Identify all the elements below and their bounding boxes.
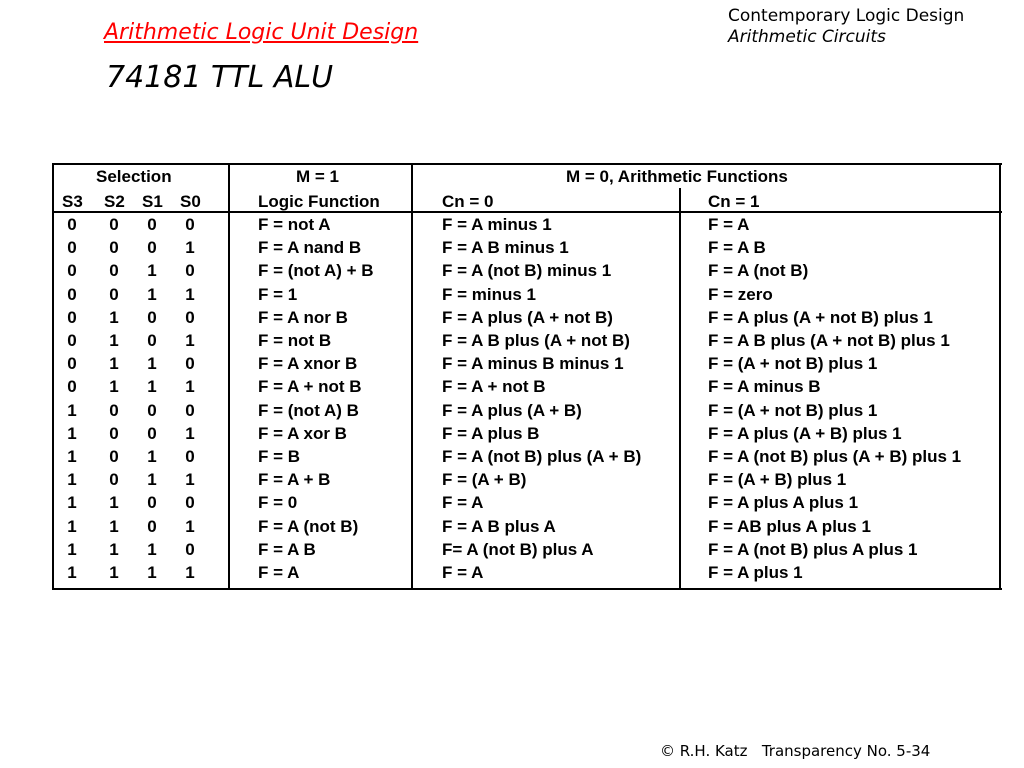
table-cell-s2: 0 bbox=[109, 447, 119, 466]
table-cell-s0: 0 bbox=[185, 539, 195, 559]
table-cell-s0: 1 bbox=[185, 377, 195, 397]
table-cell-s3: 0 bbox=[67, 238, 77, 258]
column-header-cn0: Cn = 0 bbox=[442, 192, 494, 211]
table-cell-s2: 0 bbox=[109, 284, 119, 304]
table-cell-cn1: F = A plus A plus 1 bbox=[708, 493, 859, 513]
table-cell-cn0: F = A plus (A + not B) bbox=[442, 307, 613, 327]
header-m0: M = 0, Arithmetic Functions bbox=[566, 167, 788, 186]
table-cell-logic: F = (not A) + B bbox=[258, 261, 374, 281]
table-cell-s0: 1 bbox=[185, 563, 195, 582]
table-cell-s0: 0 bbox=[185, 447, 195, 466]
table-cell-s2: 1 bbox=[109, 377, 119, 397]
divider-selection bbox=[228, 163, 230, 588]
table-cell-logic: F = 0 bbox=[258, 493, 298, 513]
course-header bbox=[728, 6, 964, 48]
table-cell-s2: 0 bbox=[109, 215, 119, 234]
table-cell-cn0: F = (A + B) bbox=[442, 470, 527, 490]
table-cell-s3: 0 bbox=[67, 331, 77, 350]
header-m1: M = 1 bbox=[296, 167, 339, 186]
table-cell-s1: 1 bbox=[147, 470, 157, 490]
table-right-border bbox=[999, 163, 1001, 588]
table-cell-cn0: F = A (not B) plus (A + B) bbox=[442, 447, 642, 466]
table-cell-s2: 1 bbox=[109, 354, 119, 374]
column-header-s3: S3 bbox=[62, 192, 83, 211]
table-cell-cn1: F = A (not B) plus (A + B) plus 1 bbox=[708, 447, 962, 466]
table-cell-s3: 0 bbox=[67, 261, 77, 281]
table-cell-cn0: F = minus 1 bbox=[442, 284, 536, 304]
section-title: Arithmetic Circuits bbox=[728, 27, 886, 47]
table-cell-cn0: F = A B plus A bbox=[442, 516, 556, 536]
copyright: © R.H. Katz bbox=[660, 742, 748, 760]
table-cell-s3: 0 bbox=[67, 307, 77, 327]
table-cell-cn0: F = A minus B minus 1 bbox=[442, 354, 624, 374]
table-cell-s1: 1 bbox=[147, 377, 157, 397]
table-cell-logic: F = A nand B bbox=[258, 238, 362, 258]
table-cell-s3: 1 bbox=[67, 447, 77, 466]
table-cell-s1: 1 bbox=[147, 447, 157, 466]
table-cell-s1: 0 bbox=[147, 331, 157, 350]
table-cell-logic: F = (not A) B bbox=[258, 400, 359, 420]
table-cell-s1: 0 bbox=[147, 238, 157, 258]
table-cell-s3: 1 bbox=[67, 516, 77, 536]
table-cell-s0: 0 bbox=[185, 261, 195, 281]
table-cell-s0: 0 bbox=[185, 400, 195, 420]
column-header-logic: Logic Function bbox=[258, 192, 380, 211]
transparency-number: Transparency No. 5-34 bbox=[761, 742, 931, 760]
table-cell-s1: 0 bbox=[147, 516, 157, 536]
table-cell-cn1: F = AB plus A plus 1 bbox=[708, 516, 871, 536]
table-cell-s3: 0 bbox=[67, 377, 77, 397]
table-cell-s2: 0 bbox=[109, 423, 119, 443]
table-cell-s2: 1 bbox=[109, 516, 119, 536]
table-cell-s2: 0 bbox=[109, 261, 119, 281]
table-cell-s0: 0 bbox=[185, 493, 195, 513]
table-cell-cn1: F = zero bbox=[708, 284, 773, 304]
table-cell-s3: 1 bbox=[67, 539, 77, 559]
table-cell-s1: 1 bbox=[147, 284, 157, 304]
table-cell-s1: 0 bbox=[147, 215, 157, 234]
table-cell-s1: 0 bbox=[147, 400, 157, 420]
table-cell-cn0: F = A B minus 1 bbox=[442, 238, 569, 258]
table-cell-s3: 1 bbox=[67, 563, 77, 582]
table-cell-cn0: F = A plus B bbox=[442, 423, 540, 443]
table-cell-s1: 1 bbox=[147, 354, 157, 374]
table-cell-s1: 1 bbox=[147, 539, 157, 559]
table-cell-s0: 0 bbox=[185, 215, 195, 234]
table-cell-s2: 1 bbox=[109, 539, 119, 559]
table-cell-s0: 1 bbox=[185, 516, 195, 536]
slide-heading: 74181 TTL ALU bbox=[106, 60, 334, 95]
table-cell-s3: 1 bbox=[67, 493, 77, 513]
table-cell-s2: 1 bbox=[109, 493, 119, 513]
column-header-s2: S2 bbox=[104, 192, 125, 211]
table-cell-logic: F = A B bbox=[258, 539, 316, 559]
table-cell-cn1: F = A plus (A + not B) plus 1 bbox=[708, 307, 933, 327]
table-cell-s3: 1 bbox=[67, 470, 77, 490]
table-cell-logic: F = A (not B) bbox=[258, 516, 359, 536]
table-cell-s0: 1 bbox=[185, 331, 195, 350]
table-cell-s0: 1 bbox=[185, 284, 195, 304]
table-cell-s1: 0 bbox=[147, 493, 157, 513]
table-cell-cn1: F = A bbox=[708, 215, 750, 234]
table-cell-s2: 0 bbox=[109, 400, 119, 420]
table-cell-cn0: F = A B plus (A + not B) bbox=[442, 331, 630, 350]
divider-carry bbox=[679, 188, 681, 588]
table-cell-cn1: F = A (not B) plus A plus 1 bbox=[708, 539, 918, 559]
table-cell-cn0: F = A minus 1 bbox=[442, 215, 552, 234]
table-cell-s1: 1 bbox=[147, 563, 157, 582]
table-cell-cn1: F = A B bbox=[708, 238, 766, 258]
table-cell-s1: 1 bbox=[147, 261, 157, 281]
table-cell-s0: 1 bbox=[185, 238, 195, 258]
table-cell-logic: F = A + B bbox=[258, 470, 331, 490]
header-selection: Selection bbox=[96, 167, 172, 186]
table-cell-logic: F = A xnor B bbox=[258, 354, 358, 374]
table-cell-cn0: F = A plus (A + B) bbox=[442, 400, 582, 420]
column-header-s0: S0 bbox=[180, 192, 201, 211]
table-cell-cn1: F = A (not B) bbox=[708, 261, 809, 281]
slide-footer bbox=[660, 742, 930, 760]
table-cell-logic: F = A + not B bbox=[258, 377, 362, 397]
divider-logic bbox=[411, 163, 413, 588]
table-cell-s1: 0 bbox=[147, 307, 157, 327]
column-header-cn1: Cn = 1 bbox=[708, 192, 760, 211]
table-cell-s2: 1 bbox=[109, 331, 119, 350]
table-cell-logic: F = not A bbox=[258, 215, 331, 234]
table-cell-logic: F = 1 bbox=[258, 284, 298, 304]
table-cell-s2: 0 bbox=[109, 470, 119, 490]
table-cell-cn1: F = (A + not B) plus 1 bbox=[708, 400, 878, 420]
table-cell-logic: F = A bbox=[258, 563, 300, 582]
table-cell-s3: 1 bbox=[67, 400, 77, 420]
table-cell-logic: F = B bbox=[258, 447, 301, 466]
slide-title: Arithmetic Logic Unit Design bbox=[104, 20, 419, 45]
table-cell-cn0: F = A bbox=[442, 493, 484, 513]
table-cell-cn0: F = A (not B) minus 1 bbox=[442, 261, 612, 281]
table-cell-s2: 1 bbox=[109, 307, 119, 327]
table-cell-s1: 0 bbox=[147, 423, 157, 443]
table-cell-s3: 0 bbox=[67, 284, 77, 304]
table-cell-cn1: F = (A + not B) plus 1 bbox=[708, 354, 878, 374]
table-cell-s0: 0 bbox=[185, 307, 195, 327]
table-cell-logic: F = A xor B bbox=[258, 423, 347, 443]
table-cell-s0: 1 bbox=[185, 423, 195, 443]
table-cell-logic: F = A nor B bbox=[258, 307, 348, 327]
table-cell-s3: 1 bbox=[67, 423, 77, 443]
table-cell-cn1: F = A plus (A + B) plus 1 bbox=[708, 423, 902, 443]
column-header-s1: S1 bbox=[142, 192, 163, 211]
table-cell-cn0: F = A + not B bbox=[442, 377, 546, 397]
table-cell-s0: 0 bbox=[185, 354, 195, 374]
course-title: Contemporary Logic Design bbox=[728, 6, 965, 26]
table-cell-s3: 0 bbox=[67, 354, 77, 374]
table-cell-s2: 1 bbox=[109, 563, 119, 582]
table-cell-cn0: F= A (not B) plus A bbox=[442, 539, 594, 559]
table-cell-s3: 0 bbox=[67, 215, 77, 234]
table-cell-cn1: F = A minus B bbox=[708, 377, 821, 397]
table-cell-logic: F = not B bbox=[258, 331, 332, 350]
table-cell-cn1: F = A plus 1 bbox=[708, 563, 803, 582]
table-cell-s0: 1 bbox=[185, 470, 195, 490]
table-cell-s2: 0 bbox=[109, 238, 119, 258]
table-cell-cn0: F = A bbox=[442, 563, 484, 582]
table-cell-cn1: F = (A + B) plus 1 bbox=[708, 470, 847, 490]
table-cell-cn1: F = A B plus (A + not B) plus 1 bbox=[708, 331, 950, 350]
